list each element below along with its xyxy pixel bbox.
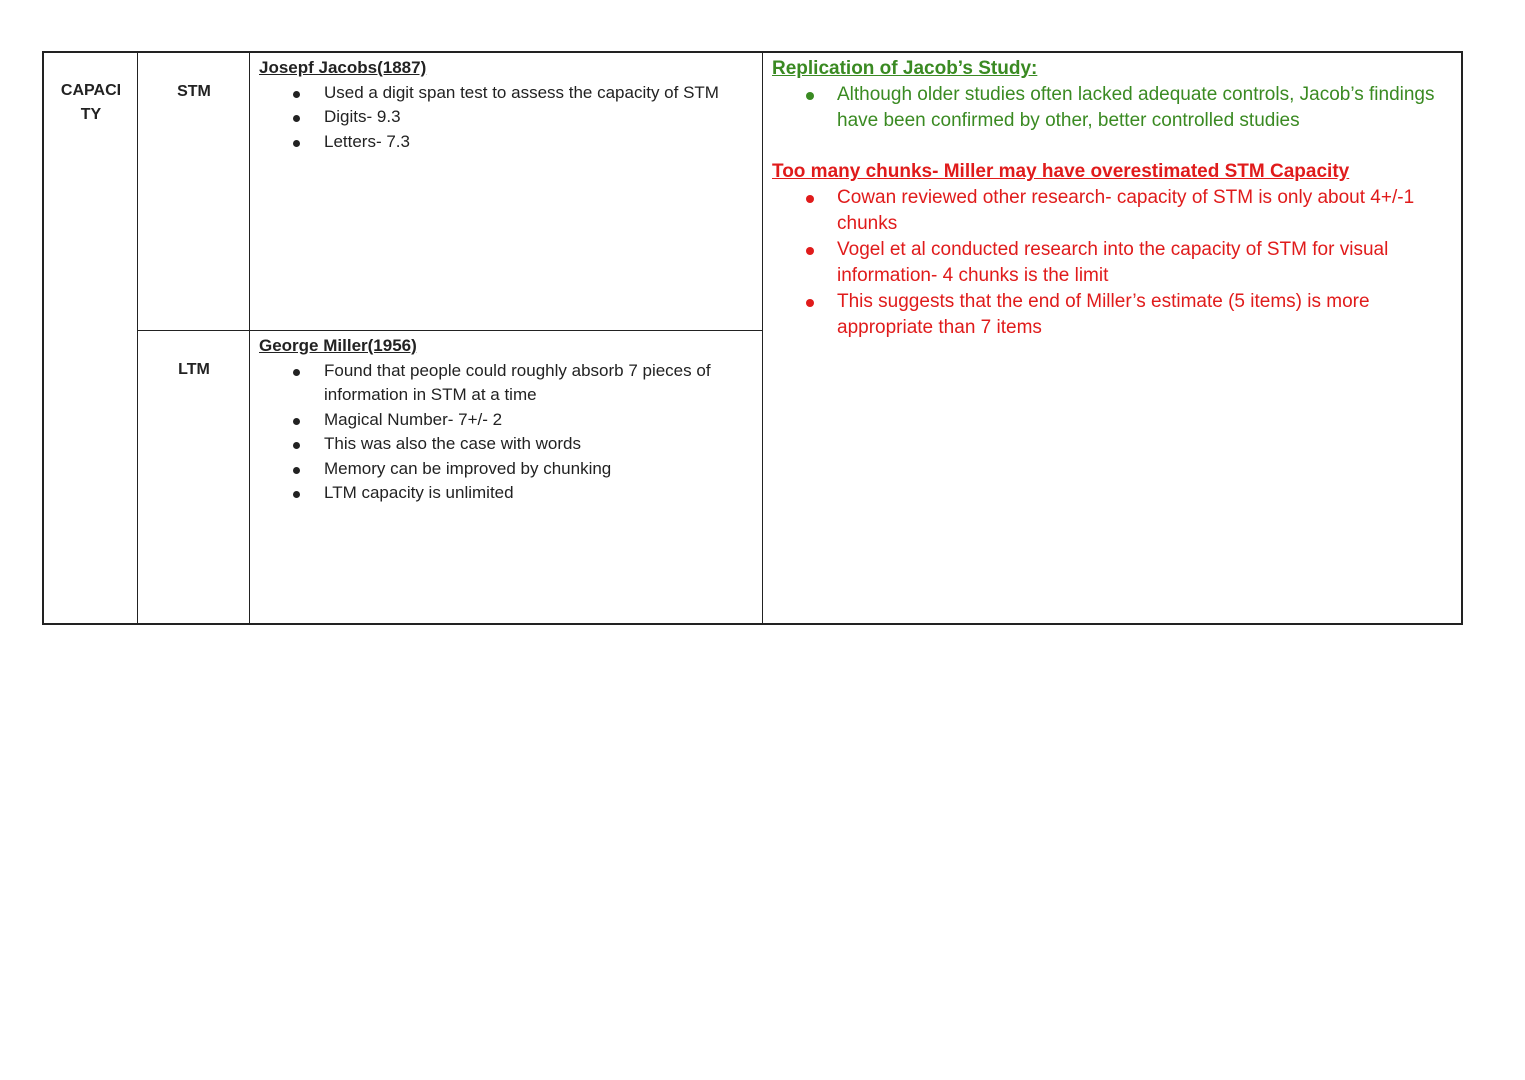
column-divider: [762, 53, 763, 623]
store-label-stm: STM: [177, 83, 211, 100]
evaluation-cell: [772, 56, 1452, 341]
evaluation-points: [772, 185, 1452, 341]
notes-table: [42, 51, 1463, 625]
study-points: [259, 81, 739, 155]
study-title: George Miller(1956): [259, 336, 417, 355]
list-item: Letters- 7.3: [290, 130, 739, 155]
evaluation-title: Replication of Jacob’s Study:: [772, 58, 1038, 79]
store-label-ltm: LTM: [178, 361, 210, 378]
list-item: Digits- 9.3: [290, 105, 739, 130]
column-divider: [249, 53, 250, 623]
row-divider: [137, 330, 762, 331]
study-cell-miller: [259, 334, 739, 506]
study-cell-jacobs: [259, 56, 739, 154]
list-item: Memory can be improved by chunking: [290, 457, 739, 482]
list-item: Used a digit span test to assess the capacity of STM: [290, 81, 739, 106]
list-item: This was also the case with words: [290, 432, 739, 457]
study-title: Josepf Jacobs(1887): [259, 58, 427, 77]
list-item: This suggests that the end of Miller’s estimate (5 items) is more appropriate than 7 items: [803, 289, 1452, 341]
list-item: LTM capacity is unlimited: [290, 481, 739, 506]
study-points: [259, 359, 739, 506]
list-item: Found that people could roughly absorb 7 pieces of information in STM at a time: [290, 359, 739, 408]
evaluation-block-chunks: [772, 159, 1452, 341]
list-item: Vogel et al conducted research into the capacity of STM for visual information- 4 chunks is the limit: [803, 237, 1452, 289]
evaluation-title: Too many chunks- Miller may have overestimated STM Capacity: [772, 161, 1350, 182]
list-item: Cowan reviewed other research- capacity of STM is only about 4+/-1 chunks: [803, 185, 1452, 237]
evaluation-block-replication: [772, 56, 1452, 134]
list-item: Magical Number- 7+/- 2: [290, 408, 739, 433]
list-item: Although older studies often lacked adequate controls, Jacob’s findings have been confirmed by other, better controlled studies: [803, 82, 1452, 134]
evaluation-points: [772, 82, 1452, 134]
topic-label: CAPACITY: [60, 82, 122, 123]
column-divider: [137, 53, 138, 623]
